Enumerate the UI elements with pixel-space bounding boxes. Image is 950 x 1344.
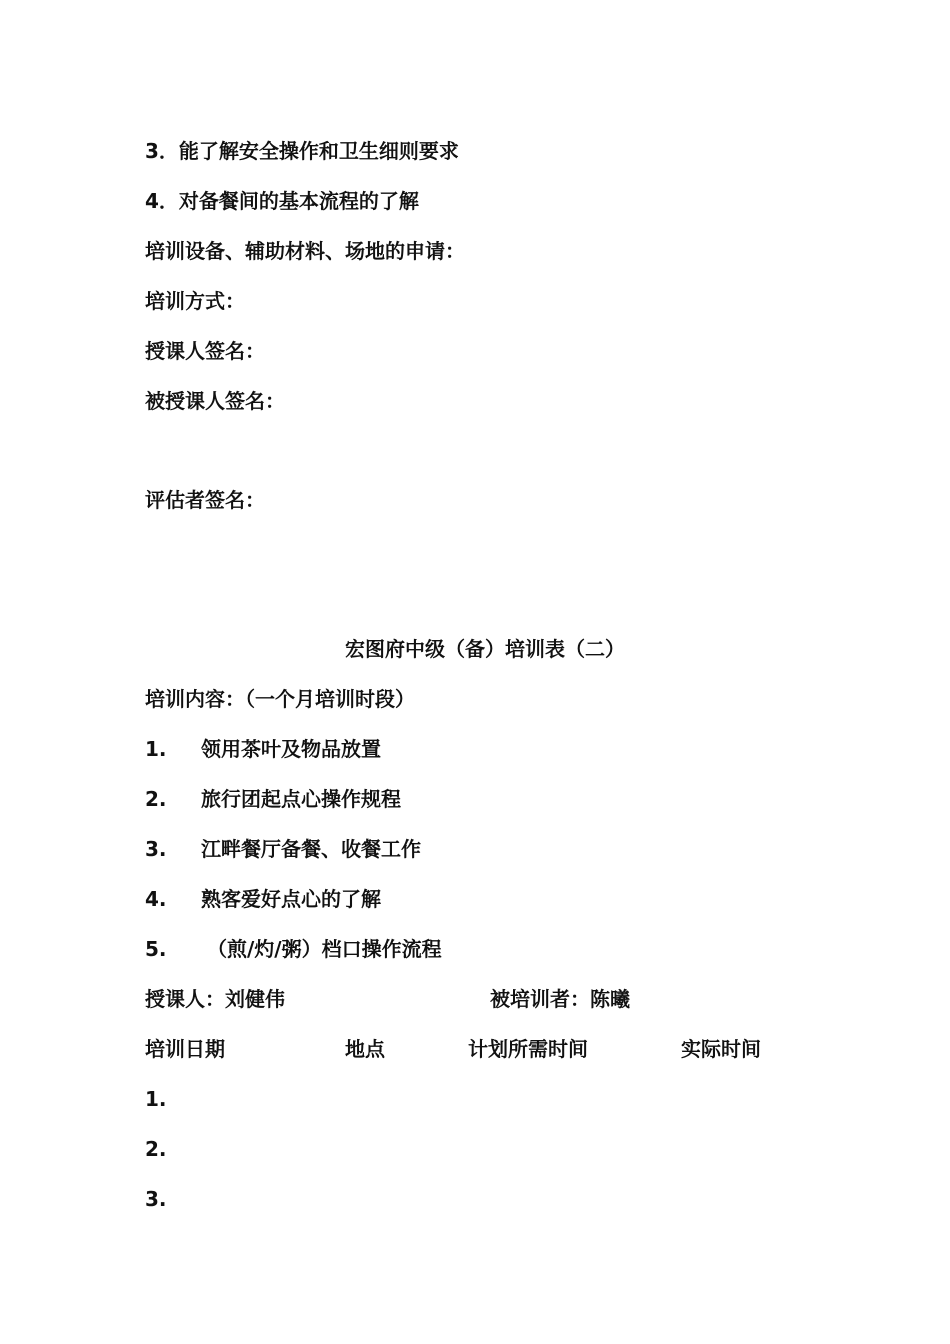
list-item-number: 5. xyxy=(145,937,167,961)
training-method-label: 培训方式： xyxy=(145,289,245,313)
trainer-name: 授课人：刘健伟 xyxy=(145,987,285,1011)
list-item-text: 旅行团起点心操作规程 xyxy=(201,787,401,811)
equipment-request-label: 培训设备、辅助材料、场地的申请： xyxy=(145,239,465,263)
list-item xyxy=(145,935,442,963)
list-item xyxy=(145,885,381,913)
header-actual-time: 实际时间 xyxy=(681,1037,761,1061)
evaluator-signature-label: 评估者签名： xyxy=(145,488,265,512)
item-3: 3．能了解安全操作和卫生细则要求 xyxy=(145,139,459,163)
list-item-text: （煎/灼/粥）档口操作流程 xyxy=(207,937,442,961)
list-item-text: 熟客爱好点心的了解 xyxy=(201,887,381,911)
header-training-date: 培训日期 xyxy=(145,1037,225,1061)
list-item xyxy=(145,785,401,813)
header-location: 地点 xyxy=(345,1037,385,1061)
list-item-number: 2. xyxy=(145,787,167,811)
trainer-signature-label: 授课人签名： xyxy=(145,339,265,363)
list-item-text: 领用茶叶及物品放置 xyxy=(201,737,381,761)
list-item-number: 1. xyxy=(145,737,167,761)
list-item-number: 4. xyxy=(145,887,167,911)
trainee-name: 被培训者：陈曦 xyxy=(490,987,630,1011)
item-4: 4．对备餐间的基本流程的了解 xyxy=(145,189,419,213)
list-item xyxy=(145,835,421,863)
header-planned-time: 计划所需时间 xyxy=(468,1037,588,1061)
list-item-number: 3. xyxy=(145,837,167,861)
training-content-label: 培训内容：（一个月培训时段） xyxy=(145,687,415,711)
form-title: 宏图府中级（备）培训表（二） xyxy=(345,637,625,661)
table-row: 3. xyxy=(145,1187,167,1211)
list-item-text: 江畔餐厅备餐、收餐工作 xyxy=(201,837,421,861)
table-row: 2. xyxy=(145,1137,167,1161)
list-item xyxy=(145,735,381,763)
table-row: 1. xyxy=(145,1087,167,1111)
trainee-signature-label: 被授课人签名： xyxy=(145,389,285,413)
